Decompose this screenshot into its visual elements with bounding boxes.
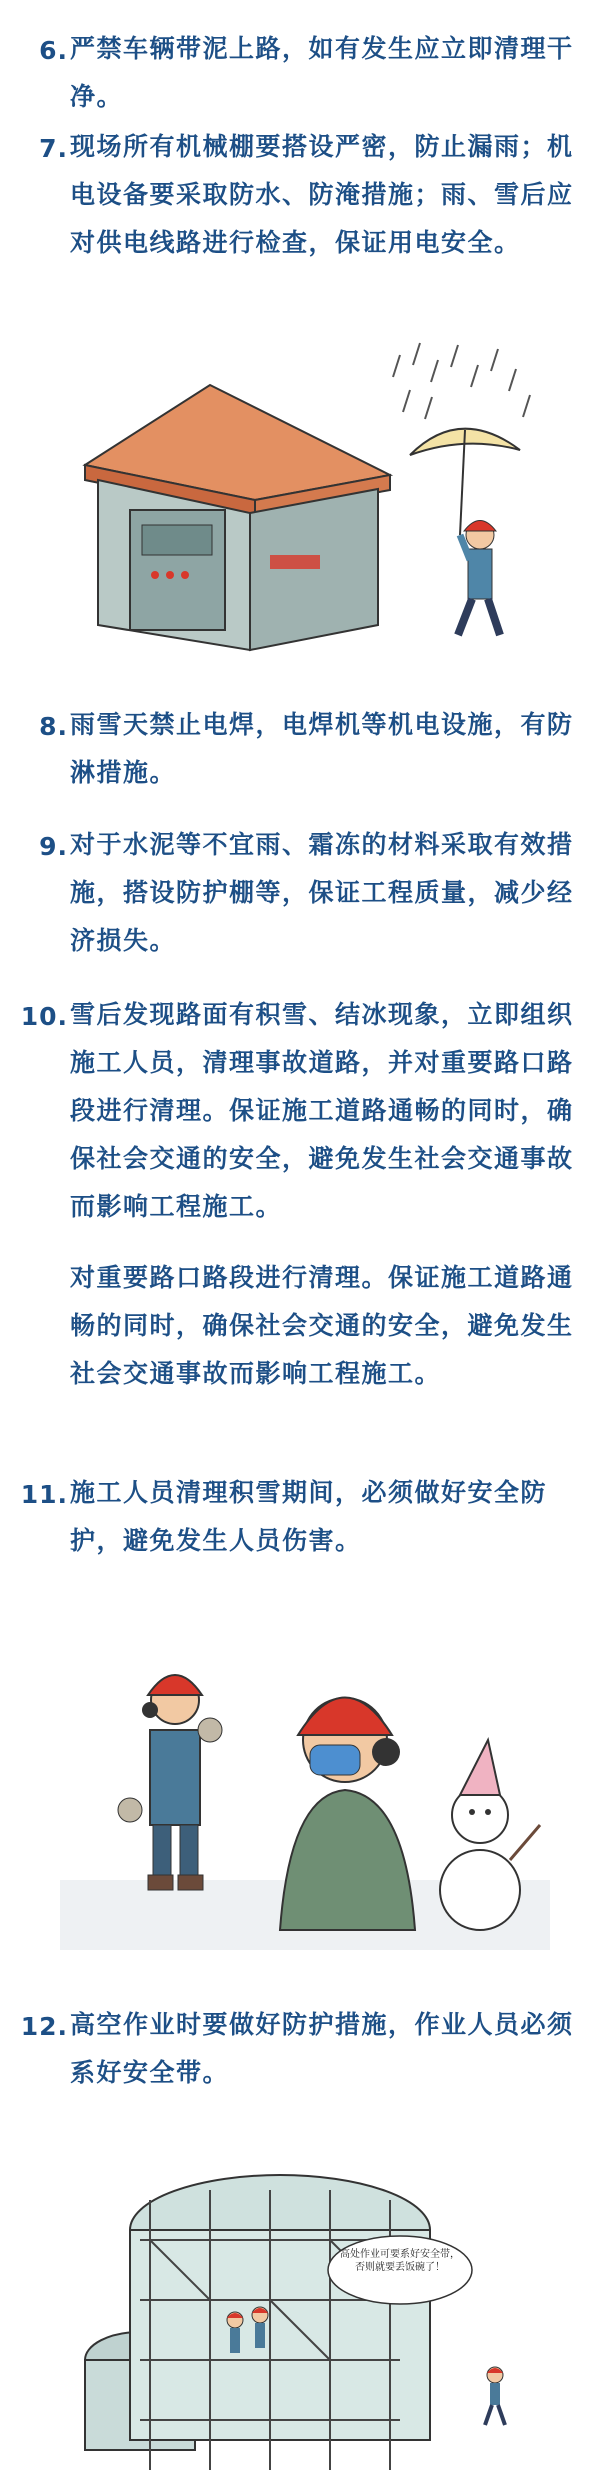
item-text: 严禁车辆带泥上路，如有发生应立即清理干净。 — [70, 34, 574, 111]
rain-drops — [393, 343, 530, 419]
item-number: 9. — [39, 832, 68, 861]
item-number: 12. — [20, 2012, 68, 2041]
item-text: 施工人员清理积雪期间，必须做好安全防护，避免发生人员伤害。 — [70, 1478, 548, 1555]
worker-with-umbrella — [410, 429, 520, 635]
worker-with-mask — [280, 1698, 415, 1931]
item-number: 11. — [20, 1480, 68, 1509]
item-text: 对于水泥等不宜雨、霜冻的材料采取有效措施，搭设防护棚等，保证工程质量，减少经济损失。 — [70, 830, 574, 955]
item-number: 6. — [39, 36, 68, 65]
item-number: 8. — [39, 712, 68, 741]
shed-illustration — [60, 335, 550, 665]
worker-with-gloves — [118, 1675, 222, 1890]
item-number: 10. — [20, 1002, 68, 1031]
speech-text: 高处作业可要系好安全带，否则就要丢饭碗了！ — [340, 2249, 460, 2273]
tank-illustration — [60, 2150, 550, 2480]
item-text: 高空作业时要做好防护措施，作业人员必须系好安全带。 — [70, 2010, 574, 2087]
item-text: 现场所有机械棚要搭设严密，防止漏雨；机电设备要采取防水、防淹措施；雨、雪后应对供电线路进行检查，保证用电安全。 — [70, 132, 574, 257]
item-text: 雪后发现路面有积雪、结冰现象，立即组织施工人员，清理事故道路，并对重要路口路段进行清理。保证施工道路通畅的同时，确保社会交通的安全，避免发生社会交通事故而影响工程施工。 — [70, 1000, 574, 1221]
item-text: 对重要路口路段进行清理。保证施工道路通畅的同时，确保社会交通的安全，避免发生社会交通事故而影响工程施工。 — [70, 1263, 574, 1388]
item-number: 7. — [39, 134, 68, 163]
snow-illustration — [60, 1620, 550, 1950]
item-text: 雨雪天禁止电焊，电焊机等机电设施，有防淋措施。 — [70, 710, 574, 787]
